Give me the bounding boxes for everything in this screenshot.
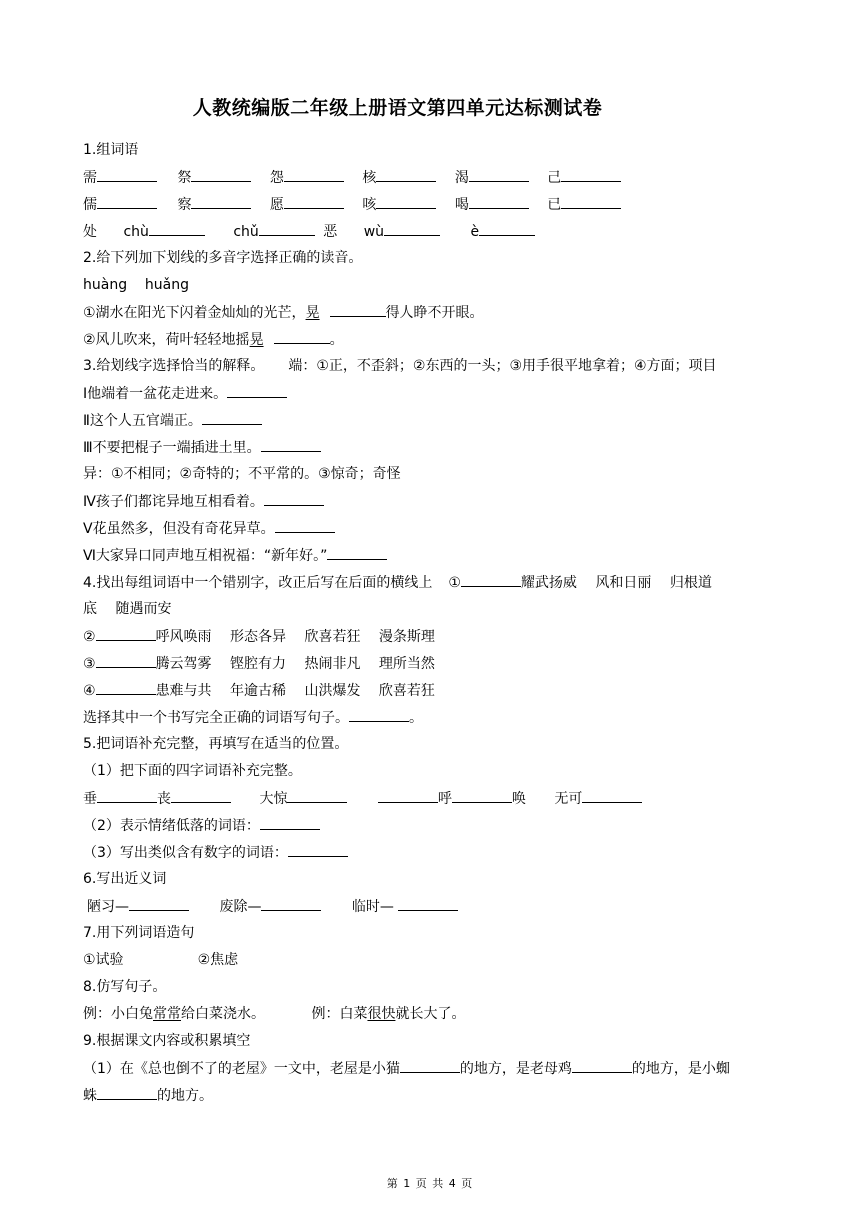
blank[interactable] — [469, 168, 529, 182]
q3-ii — [83, 411, 262, 429]
q8-ex1-text: 例：小白兔 — [83, 1006, 153, 1022]
blank[interactable] — [561, 168, 621, 182]
q5-part3 — [83, 843, 348, 861]
blank[interactable] — [274, 330, 330, 344]
q2-pinyin-options: huàng huǎng — [83, 277, 189, 293]
q3-iv-text: Ⅳ孩子们都诧异地互相看着。 — [83, 494, 264, 510]
q7-word-b: ②焦虑 — [197, 952, 239, 968]
q1-r1-c5: 渴 — [454, 170, 469, 186]
blank[interactable] — [349, 708, 409, 722]
blank[interactable] — [469, 195, 529, 209]
q1-r3-c1: 处 — [83, 224, 97, 240]
q8-ex1-underlined: 常常 — [153, 1006, 181, 1022]
blank[interactable] — [97, 168, 157, 182]
blank[interactable] — [191, 195, 251, 209]
blank[interactable] — [582, 789, 642, 803]
q9-l2-text-b: 的地方。 — [157, 1088, 213, 1104]
blank[interactable] — [261, 438, 321, 452]
q3-ii-text: Ⅱ这个人五官端正。 — [83, 413, 202, 429]
q5-fill-1: 垂 — [83, 791, 97, 807]
q1-r3-c6: è — [470, 224, 480, 240]
blank[interactable] — [275, 519, 335, 533]
q1-row2 — [83, 195, 621, 213]
q8-ex2-underlined: 很快 — [367, 1006, 396, 1022]
q5-part1: （1）把下面的四字词语补充完整。 — [83, 763, 302, 779]
blank[interactable] — [479, 222, 535, 236]
q2-s2-text: ②风儿吹来，荷叶轻轻地摇 — [83, 332, 250, 348]
q1-r2-c5: 喝 — [454, 197, 469, 213]
q3-vi-text: Ⅵ大家异口同声地互相祝福：“新年好。” — [83, 548, 328, 564]
q4-heading: 4.找出每组词语中一个错别字，改正后写在后面的横线上 — [83, 575, 433, 591]
page-footer: 第 1 页 共 4 页 — [386, 1177, 474, 1190]
blank[interactable] — [202, 411, 262, 425]
page-title: 人教统编版二年级上册语文第四单元达标测试卷 — [192, 97, 603, 119]
blank[interactable] — [97, 789, 157, 803]
q5-fill-6: 无可 — [554, 791, 583, 807]
blank[interactable] — [129, 897, 189, 911]
q3-v — [83, 519, 335, 537]
q1-r2-c2: 察 — [177, 197, 192, 213]
blank[interactable] — [191, 168, 251, 182]
q1-r2-c6: 已 — [547, 197, 562, 213]
q9-line1 — [83, 1059, 730, 1077]
blank[interactable] — [452, 789, 512, 803]
q6-item-2: 废除— — [219, 899, 262, 915]
blank[interactable] — [96, 654, 156, 668]
q4-sentence — [83, 708, 423, 726]
q8-ex2-text-end: 就长大了。 — [395, 1006, 466, 1022]
blank[interactable] — [287, 789, 347, 803]
q3-iv — [83, 492, 324, 510]
q4-sentence-text: 选择其中一个书写完全正确的词语写句子。 — [83, 710, 349, 726]
blank[interactable] — [149, 222, 205, 236]
q1-r2-c3: 愿 — [269, 197, 284, 213]
blank[interactable] — [561, 195, 621, 209]
q1-r2-c4: 咳 — [362, 197, 377, 213]
blank[interactable] — [572, 1059, 632, 1073]
blank[interactable] — [378, 789, 438, 803]
q1-r1-c2: 祭 — [177, 170, 192, 186]
blank[interactable] — [96, 681, 156, 695]
q9-heading: 9.根据课文内容或积累填空 — [83, 1033, 251, 1049]
q6-items — [83, 897, 458, 915]
q9-l1-text-a: （1）在《总也倒不了的老屋》一文中，老屋是小猫 — [83, 1061, 400, 1077]
q9-l1-text-b: 的地方，是老母鸡 — [459, 1061, 572, 1077]
q4-g1-words: 耀武扬威 风和日丽 归根道 — [520, 575, 712, 591]
blank[interactable] — [284, 195, 344, 209]
q9-l1-text-c: 的地方，是小蜘 — [631, 1061, 730, 1077]
q5-fill-3: 大惊 — [259, 791, 288, 807]
blank[interactable] — [284, 168, 344, 182]
blank[interactable] — [398, 897, 458, 911]
q4-g4 — [83, 681, 435, 699]
q4-g4-words: 患难与共 年逾古稀 山洪爆发 欣喜若狂 — [155, 683, 435, 699]
q6-item-3: 临时— — [351, 899, 399, 915]
q1-r3-c4: 恶 — [323, 224, 338, 240]
q4-g1-continued: 底 随遇而安 — [83, 601, 172, 617]
q8-heading: 8.仿写句子。 — [83, 979, 167, 995]
q4-sentence-end: 。 — [409, 710, 423, 726]
q4-g3-words: 腾云驾雾 铿腔有力 热闹非凡 理所当然 — [155, 656, 435, 672]
blank[interactable] — [327, 546, 387, 560]
q1-row1 — [83, 168, 621, 186]
q3-yi-definitions: 异：①不相同；②奇特的；不平常的。③惊奇；奇怪 — [83, 466, 401, 482]
blank[interactable] — [260, 816, 320, 830]
q4-g3 — [83, 654, 435, 672]
q3-i — [83, 384, 287, 402]
q6-heading: 6.写出近义词 — [83, 871, 167, 887]
q4-g2-number: ② — [83, 629, 96, 645]
blank[interactable] — [96, 627, 156, 641]
q4-g2 — [83, 627, 435, 645]
q1-r1-c3: 怨 — [269, 170, 284, 186]
q4-g3-number: ③ — [83, 656, 96, 672]
q4-g2-words: 呼风唤雨 形态各异 欣喜若狂 漫条斯理 — [155, 629, 435, 645]
q1-r3-c5: wù — [363, 224, 385, 240]
blank[interactable] — [227, 384, 287, 398]
q3-heading-line — [83, 357, 717, 375]
blank[interactable] — [376, 168, 436, 182]
q4-heading-line — [83, 573, 712, 591]
q3-vi — [83, 546, 387, 564]
blank[interactable] — [97, 1086, 157, 1100]
q2-sentence2 — [83, 330, 344, 348]
q1-heading: 1.组词语 — [83, 142, 139, 158]
blank[interactable] — [259, 222, 315, 236]
q5-part2 — [83, 816, 320, 834]
q1-r1-c6: 己 — [547, 170, 562, 186]
q4-g4-number: ④ — [83, 683, 96, 699]
q8-ex1-text-end: 给白菜浇水。 — [181, 1006, 265, 1022]
q2-s1-text: ①湖水在阳光下闪着金灿灿的光芒， — [83, 305, 306, 321]
blank[interactable] — [288, 843, 348, 857]
q2-heading: 2.给下列加下划线的多音字选择正确的读音。 — [83, 250, 363, 266]
q5-fill-row — [83, 789, 642, 807]
q2-s1-text-end: 得人睁不开眼。 — [385, 305, 484, 321]
q7-word-a: ①试验 — [83, 952, 124, 968]
blank[interactable] — [330, 303, 386, 317]
q2-sentence1 — [83, 303, 484, 321]
q1-r2-c1: 儒 — [83, 197, 97, 213]
q7-heading: 7.用下列词语造句 — [83, 925, 195, 941]
q9-l2-text-a: 蛛 — [83, 1088, 97, 1104]
blank[interactable] — [461, 573, 521, 587]
blank[interactable] — [376, 195, 436, 209]
q1-r3-c3: chǔ — [233, 224, 259, 240]
q3-i-text: Ⅰ他端着一盆花走进来。 — [83, 386, 228, 402]
q3-iii-text: Ⅲ不要把棍子一端插进土里。 — [83, 440, 261, 456]
blank[interactable] — [97, 195, 157, 209]
q5-heading: 5.把词语补充完整，再填写在适当的位置。 — [83, 736, 349, 752]
q1-row3 — [83, 222, 535, 240]
q5-part2-text: （2）表示情绪低落的词语： — [83, 818, 260, 834]
q2-s2-underlined: 晃 — [249, 332, 264, 348]
q2-s1-underlined: 晃 — [305, 305, 320, 321]
q5-fill-4: 呼 — [437, 791, 452, 807]
q9-line2 — [83, 1086, 213, 1104]
q5-fill-2: 丧 — [157, 791, 171, 807]
blank[interactable] — [171, 789, 231, 803]
q6-item-1: 陋习— — [87, 899, 129, 915]
q1-r3-c2: chù — [123, 224, 149, 240]
q5-part3-text: （3）写出类似含有数字的词语： — [83, 845, 288, 861]
q3-v-text: Ⅴ花虽然多，但没有奇花异草。 — [83, 521, 275, 537]
blank[interactable] — [264, 492, 324, 506]
q3-duan-definitions: 端：①正，不歪斜；②东西的一头；③用手很平地拿着；④方面；项目 — [288, 358, 717, 374]
q3-iii — [83, 438, 321, 456]
q7-words — [83, 951, 238, 969]
q1-r1-c4: 核 — [362, 170, 377, 186]
q3-heading: 3.给划线字选择恰当的解释。 — [83, 358, 265, 374]
q4-g1-number: ① — [448, 575, 461, 591]
q8-examples — [83, 1005, 465, 1023]
q2-s2-text-end: 。 — [329, 332, 344, 348]
q1-r1-c1: 需 — [83, 170, 97, 186]
blank[interactable] — [384, 222, 440, 236]
q5-fill-5: 唤 — [511, 791, 526, 807]
blank[interactable] — [400, 1059, 460, 1073]
blank[interactable] — [261, 897, 321, 911]
q8-ex2-text: 例：白菜 — [311, 1006, 368, 1022]
